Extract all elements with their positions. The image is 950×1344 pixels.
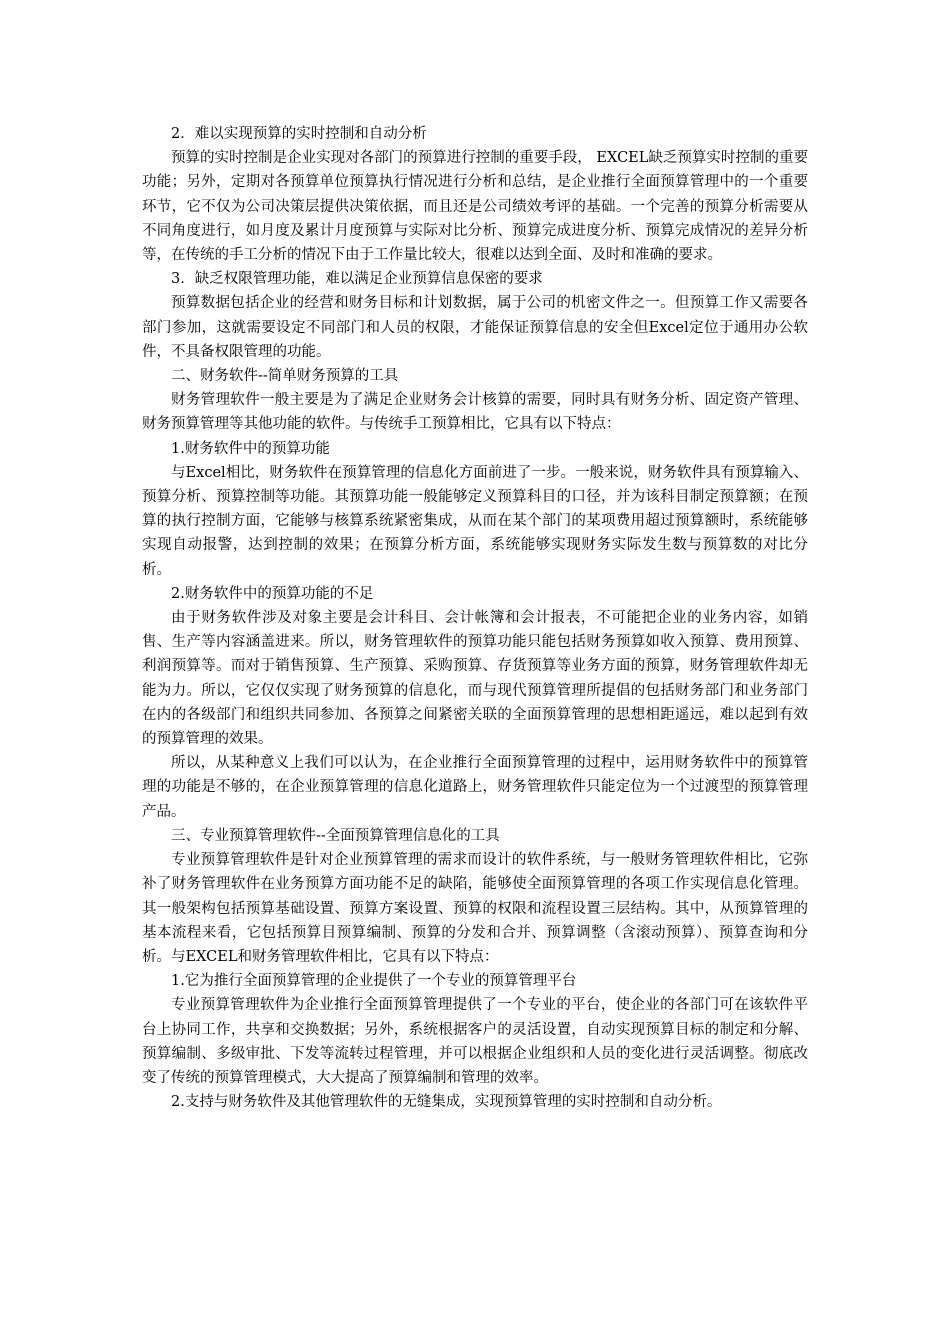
section-heading-professional-software: 三、专业预算管理软件--全面预算管理信息化的工具 — [171, 827, 500, 844]
heading-budget-shortcomings: 2.财务软件中的预算功能的不足 — [171, 585, 374, 602]
paragraph-professional-software-intro: 专业预算管理软件是针对企业预算管理的需求而设计的软件系统，与一般财务管理软件相比，它弥补了财务管理软件在业务预算方面功能不足的缺陷，能够使全面预算管理的各项工作实现信息化管理。其一般架构包括预算基础设置、预算方案设置、预算的权限和流程设置三层结构。其中，从预算管理的基本流程来看，它包括预算目预算编制、预算的分发和合并、预算调整（含滚动预算）、预算查询和分析。与EXCEL和财务管理软件相比，它具有以下特点： — [142, 852, 808, 965]
paragraph-conclusion: 所以，从某种意义上我们可以认为，在企业推行全面预算管理的过程中，运用财务软件中的预算管理的功能是不够的，在企业预算管理的信息化道路上，财务管理软件只能定位为一个过渡型的预算管理产品。 — [142, 755, 808, 820]
paragraph-platform: 专业预算管理软件为企业推行全面预算管理提供了一个专业的平台，使企业的各部门可在该软件平台上协同工作，共享和交换数据；另外，系统根据客户的灵活设置，自动实现预算目标的制定和分解、预算编制、多级审批、下发等流转过程管理，并可以根据企业组织和人员的变化进行灵活调整。彻底改变了传统的预算管理模式，大大提高了预算编制和管理的效率。 — [142, 997, 808, 1086]
paragraph-financial-software-intro: 财务管理软件一般主要是为了满足企业财务会计核算的需要，同时具有财务分析、固定资产管理、财务预算管理等其他功能的软件。与传统手工预算相比，它具有以下特点： — [142, 392, 808, 433]
paragraph-realtime-control: 预算的实时控制是企业实现对各部门的预算进行控制的重要手段， EXCEL缺乏预算实时控制的重要功能；另外，定期对各预算单位预算执行情况进行分析和总结，是企业推行全面预算管理中的一个重要环节，它不仅为公司决策层提供决策依据，而且还是公司绩效考评的基础。一个完善的预算分析需要从不同角度进行，如月度及累计月度预算与实际对比分析、预算完成进度分析、预算完成情况的差异分析等，在传统的手工分析的情况下由于工作量比较大，很难以达到全面、及时和准确的要求。 — [142, 150, 808, 264]
heading-permission-management: 3．缺乏权限管理功能，难以满足企业预算信息保密的要求 — [171, 271, 543, 288]
heading-integration: 2.支持与财务软件及其他管理软件的无缝集成，实现预算管理的实时控制和自动分析。 — [171, 1094, 722, 1111]
heading-realtime-control: 2．难以实现预算的实时控制和自动分析 — [171, 126, 427, 142]
heading-budget-function: 1.财务软件中的预算功能 — [171, 440, 330, 457]
paragraph-permission-management: 预算数据包括企业的经营和财务目标和计划数据，属于公司的机密文件之一。但预算工作又需要各部门参加，这就需要设定不同部门和人员的权限，才能保证预算信息的安全但Excel定位于通用办公软件，不具备权限管理的功能。 — [142, 295, 808, 360]
document-page — [142, 122, 808, 1114]
heading-platform: 1.它为推行全面预算管理的企业提供了一个专业的预算管理平台 — [171, 973, 577, 990]
paragraph-budget-shortcomings: 由于财务软件涉及对象主要是会计科目、会计帐簿和会计报表，不可能把企业的业务内容，如销售、生产等内容涵盖进来。所以，财务管理软件的预算功能只能包括财务预算如收入预算、费用预算、利润预算等。而对于销售预算、生产预算、采购预算、存货预算等业务方面的预算，财务管理软件却无能为力。所以，它仅仅实现了财务预算的信息化，而与现代预算管理所提倡的包括财务部门和业务部门在内的各级部门和组织共同参加、各预算之间紧密关联的全面预算管理的思想相距遥远，难以起到有效的预算管理的效果。 — [142, 610, 808, 748]
paragraph-budget-function: 与Excel相比，财务软件在预算管理的信息化方面前进了一步。一般来说，财务软件具有预算输入、预算分析、预算控制等功能。其预算功能一般能够定义预算科目的口径，并为该科目制定预算额；在预算的执行控制方面，它能够与核算系统紧密集成，从而在某个部门的某项费用超过预算额时，系统能够实现自动报警，达到控制的效果；在预算分析方面，系统能够实现财务实际发生数与预算数的对比分析。 — [142, 464, 808, 578]
section-heading-financial-software: 二、财务软件--简单财务预算的工具 — [171, 368, 399, 385]
